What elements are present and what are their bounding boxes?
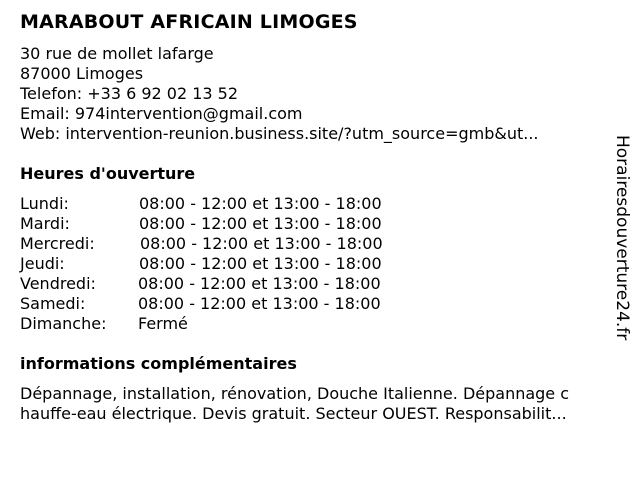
day-label: Lundi: [20,194,69,213]
day-label: Mardi: [20,214,70,233]
day-hours: 08:00 - 12:00 et 13:00 - 18:00 [138,294,381,313]
address-line-1: 30 rue de mollet lafarge [20,44,214,63]
info-line-1: Dépannage, installation, rénovation, Douche Italienne. Dépannage c [20,384,570,403]
day-label: Mercredi: [20,234,95,253]
day-hours: 08:00 - 12:00 et 13:00 - 18:00 [140,234,383,253]
day-label: Samedi: [20,294,86,313]
info-line-2: hauffe-eau électrique. Devis gratuit. Secteur OUEST. Responsabilit... [20,404,567,423]
day-hours: Fermé [138,314,188,333]
day-hours: 08:00 - 12:00 et 13:00 - 18:00 [139,194,382,213]
info-heading: informations complémentaires [20,354,297,373]
address-line-2: 87000 Limoges [20,64,144,83]
web-line: Web: intervention-reunion.business.site/?utm_source=gmb&ut... [20,124,539,143]
day-label: Jeudi: [20,254,65,273]
hours-heading: Heures d'ouverture [20,164,196,183]
site-watermark: Horairesdouverture24.fr [612,135,632,341]
day-hours: 08:00 - 12:00 et 13:00 - 18:00 [139,254,382,273]
day-label: Vendredi: [20,274,96,293]
email-line: Email: 974intervention@gmail.com [20,104,303,123]
day-label: Dimanche: [20,314,107,333]
business-name: MARABOUT AFRICAIN LIMOGES [20,11,358,33]
day-hours: 08:00 - 12:00 et 13:00 - 18:00 [138,274,381,293]
phone-line: Telefon: +33 6 92 02 13 52 [20,84,239,103]
day-hours: 08:00 - 12:00 et 13:00 - 18:00 [139,214,382,233]
